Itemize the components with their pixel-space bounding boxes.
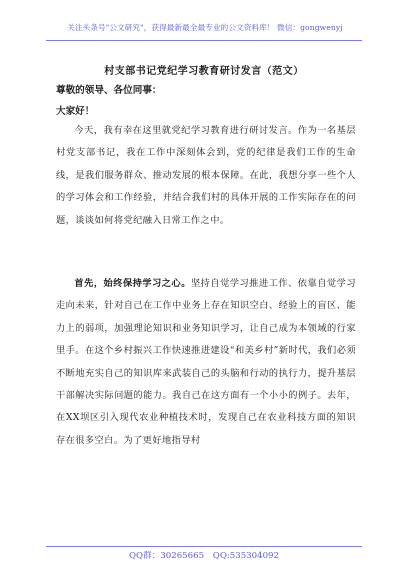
footer-qq-group: QQ群：30265665 [129,551,205,561]
document-title: 村支部书记党纪学习教育研讨发言（范文） [104,66,304,77]
paragraph-intro [56,120,356,232]
paragraph-intro-text: 今天，我有幸在这里就党纪学习教育进行研讨发言。作为一名基层村党支部书记，我在工作中深刻体会到，党的纪律是我们工作的生命线，是我们服务群众、推动发展的根本保障。在此，我想分享一些个人的学习体会和工作经验，并结合我们村的具体开展的工作实际存在的问题，谈谈如何将党纪融入日常工作之中。 [56,125,356,226]
header-banner: 关注头条号"公文研究"，获得最新最全最专业的公文资料库！ 微信：gongwenyj [67,23,343,32]
paragraph-learning-text: 坚持自觉学习推进工作、依靠自觉学习走向未来，针对自己在工作中业务上存在知识空白、经验上的盲区、能力上的弱项，加强理论知识和业务知识学习，让自己成为本领域的行家里手。在这个乡村振兴工作快速推进建设“和美乡村”新时代，我们必须不断地充实自己的知识库来武装自己的头脑和行动的执行力，提升基层干部解决实际问题的能力。我自己在这方面有一个小小的例子。去年，在XX坝区引入现代农业种植技术时，发现自己在农业科技方面的知识存在很多空白。为了更好地指导村 [56,278,356,446]
footer-divider [46,546,362,547]
footer-contact [0,549,408,561]
paragraph-learning [56,273,356,452]
footer-qq: QQ:535304092 [212,551,279,561]
paragraph-lead: 首先，始终保持学习之心。 [74,278,191,289]
salutation-greeting: 尊敬的领导、各位同事： [56,85,162,96]
salutation-hello: 大家好！ [56,106,95,117]
header-divider [46,40,362,41]
